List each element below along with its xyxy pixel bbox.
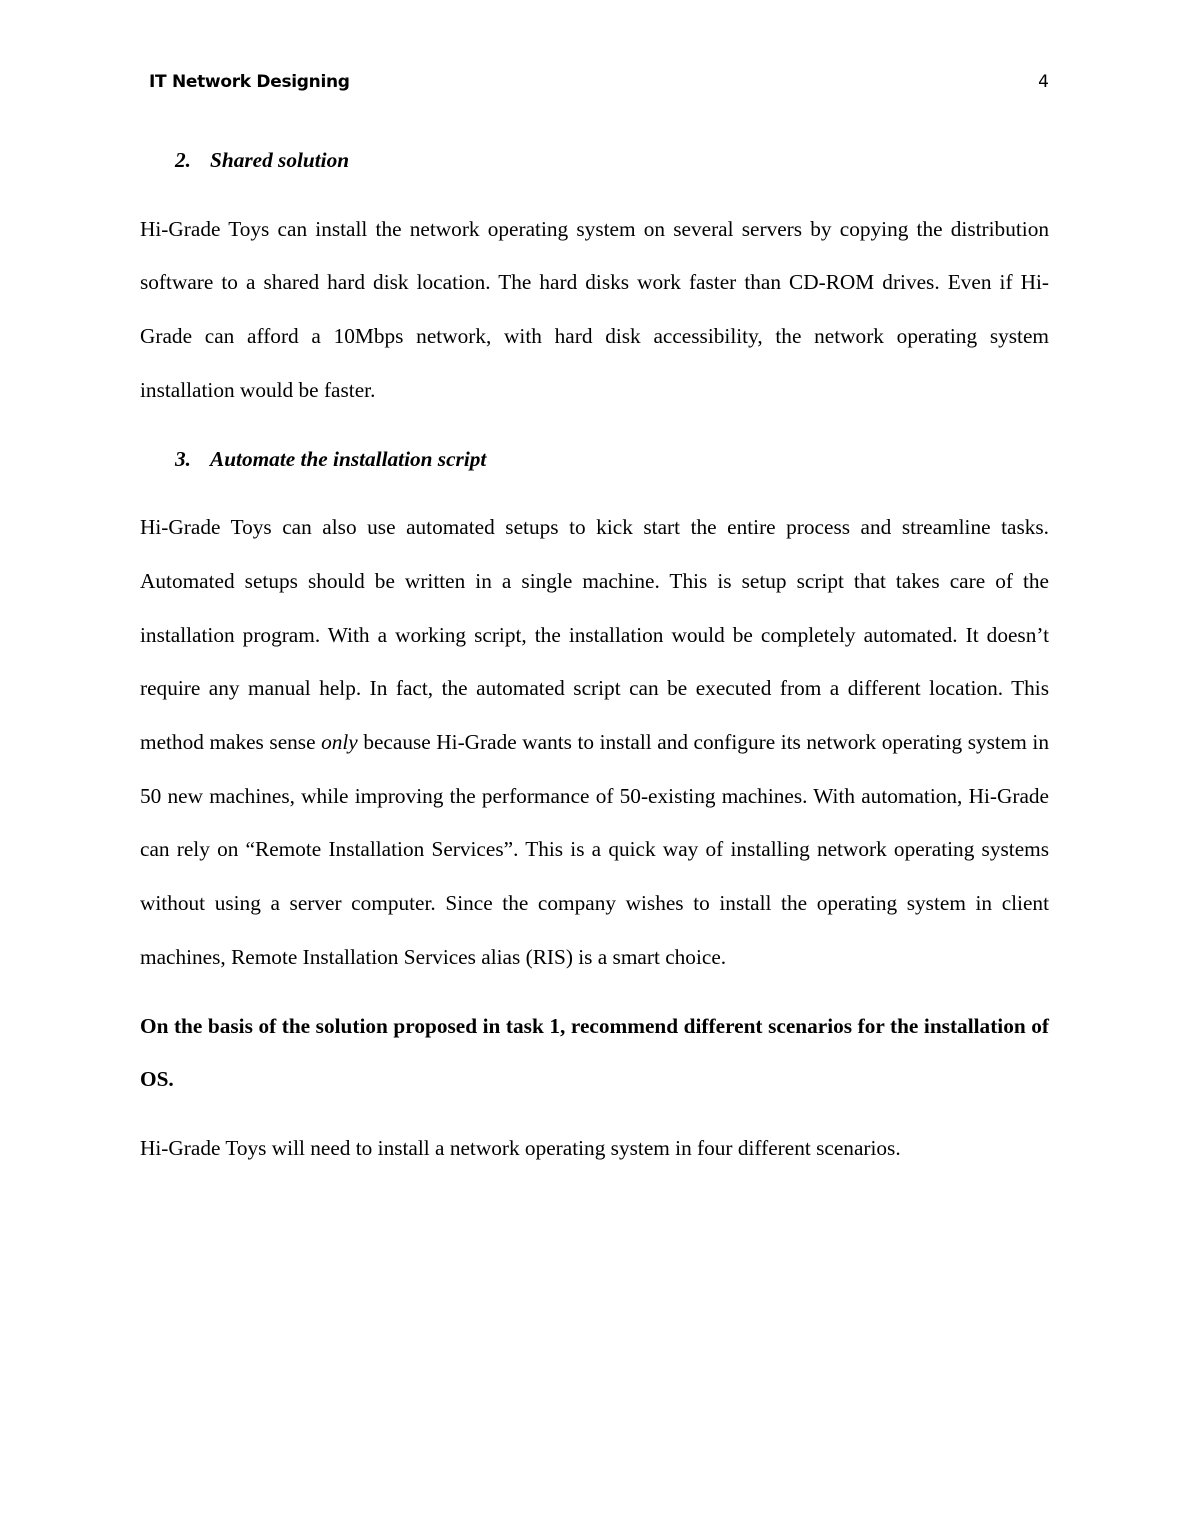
paragraph-text: because Hi-Grade wants to install and configure its network operating system in 50 new machines, while improving the performance of 50-existing machines. With automation, Hi-Grade can rely on “Remote Installation Services”. This is a quick way of installing network operating systems without using a server computer. Since the company wishes to install the operating system in client machines, Remote Installation Services alias (RIS) is a smart choice. <box>140 730 1049 969</box>
document-body <box>140 134 1049 1191</box>
paragraph-automate-script <box>140 501 1049 984</box>
section-title: Automate the installation script <box>210 446 487 471</box>
task-question: On the basis of the solution proposed in task 1, recommend different scenarios for the installation of OS. <box>140 1013 1049 1092</box>
paragraph-shared-solution: Hi-Grade Toys can install the network operating system on several servers by copying the distribution software to a shared hard disk location. The hard disks work faster than CD-ROM drives. Even if Hi-Grade can afford a 10Mbps network, with hard disk accessibility, the network operating system installation would be faster. <box>140 216 1049 402</box>
section-heading-shared-solution <box>175 134 1049 188</box>
closing-paragraph: Hi-Grade Toys will need to install a network operating system in four different scenarios. <box>140 1135 901 1160</box>
section-number: 3. <box>175 446 191 471</box>
page-number: 4 <box>1038 72 1049 92</box>
paragraph-text: Hi-Grade Toys can also use automated setups to kick start the entire process and streamline tasks. Automated setups should be written in a single machine. This is setup script that takes care of the installation program. With a working script, the installation would be completely automated. It doesn’t require any manual help. In fact, the automated script can be executed from a different location. This method makes sense <box>140 515 1049 755</box>
section-heading-automate-script <box>175 433 1049 487</box>
running-head: IT Network Designing <box>149 72 350 92</box>
section-number: 2. <box>175 148 191 172</box>
section-title: Shared solution <box>210 148 350 172</box>
emphasized-word: only <box>321 730 358 755</box>
